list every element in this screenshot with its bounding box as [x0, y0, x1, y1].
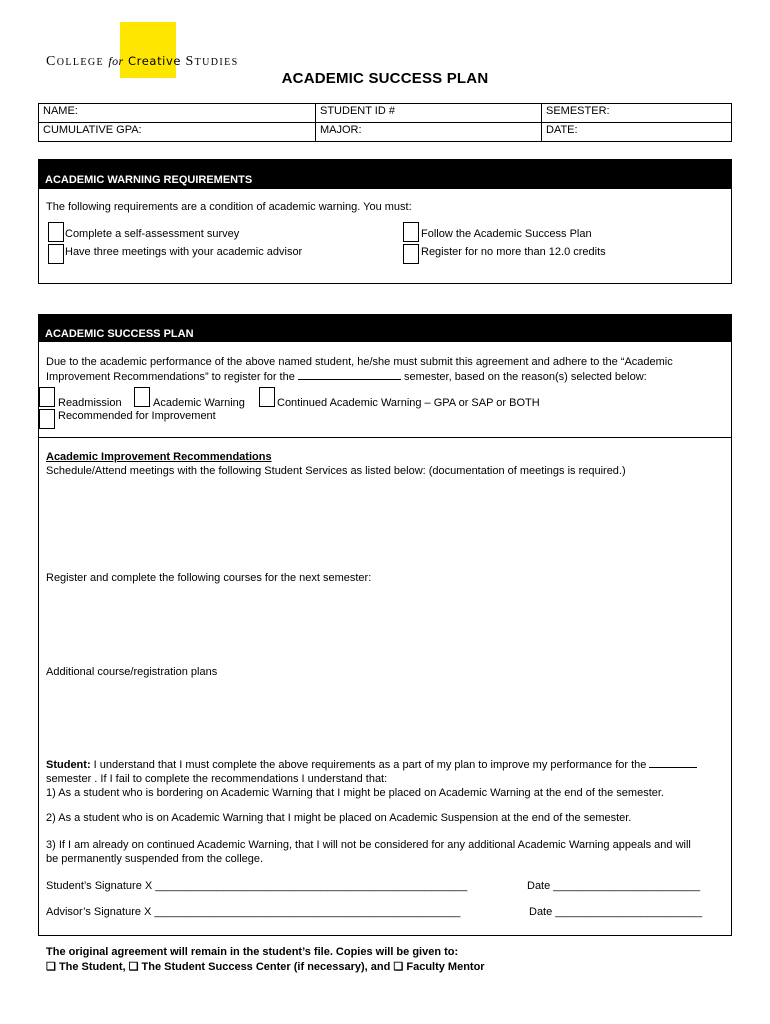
student-info-table	[38, 103, 732, 142]
section-divider	[39, 437, 731, 438]
checkbox-icon: ❏	[128, 961, 139, 973]
academic-warning-heading: ACADEMIC WARNING REQUIREMENTS	[45, 174, 253, 186]
success-paragraph-line1: Due to the academic performance of the above named student, he/she must submit this agreement and adhere to the “Academic	[46, 356, 673, 368]
footer-note: The original agreement will remain in the student’s file. Copies will be given to:	[46, 946, 459, 958]
academic-warning-section	[38, 159, 732, 284]
copy-student: The Student,	[58, 961, 126, 973]
logo-studies-text: Studies	[185, 54, 239, 69]
req-self-assessment: Complete a self-assessment survey	[65, 228, 240, 240]
option-academic-warning: Academic Warning	[153, 397, 245, 409]
checkbox-readmission[interactable]	[39, 387, 55, 407]
recommendations-register: Register and complete the following courses for the next semester:	[46, 572, 372, 584]
success-paragraph-line2-end: semester, based on the reason(s) selected below:	[403, 371, 647, 383]
performance-semester-blank[interactable]	[649, 767, 697, 768]
student-statement-line1	[46, 759, 697, 771]
recommendations-heading: Academic Improvement Recommendations	[46, 451, 272, 463]
logo-for-text: for	[108, 54, 124, 68]
recommendations-schedule: Schedule/Attend meetings with the following Student Services as listed below: (documentation of meetings is required.)	[46, 465, 626, 477]
success-plan-header	[39, 315, 731, 342]
checkbox-icon: ❏	[393, 961, 404, 973]
college-logo	[46, 54, 239, 70]
gpa-field[interactable]: CUMULATIVE GPA:	[39, 123, 316, 142]
success-plan-heading: ACADEMIC SUCCESS PLAN	[45, 328, 194, 340]
academic-success-plan-section	[38, 314, 732, 936]
page-title: ACADEMIC SUCCESS PLAN	[281, 70, 489, 87]
checkbox-self-assessment[interactable]	[48, 222, 64, 242]
req-follow-plan: Follow the Academic Success Plan	[421, 228, 592, 240]
student-id-field[interactable]: STUDENT ID #	[316, 104, 542, 123]
recommendations-additional: Additional course/registration plans	[46, 666, 218, 678]
copy-success-center: The Student Success Center (if necessary), and	[141, 961, 391, 973]
date-field[interactable]: DATE:	[542, 123, 732, 142]
major-field[interactable]: MAJOR:	[316, 123, 542, 142]
warning-intro: The following requirements are a condition of academic warning. You must:	[46, 201, 412, 213]
checkbox-follow-plan[interactable]	[403, 222, 419, 242]
semester-field[interactable]: SEMESTER:	[542, 104, 732, 123]
req-credit-limit: Register for no more than 12.0 credits	[421, 246, 606, 258]
checkbox-credit-limit[interactable]	[403, 244, 419, 264]
student-statement-line2: semester . If I fail to complete the recommendations I understand that:	[46, 773, 388, 785]
logo-college-text: College	[46, 54, 105, 69]
checkbox-continued-warning[interactable]	[259, 387, 275, 407]
logo-creative-text: Creative	[128, 54, 182, 68]
student-label: Student:	[46, 759, 91, 771]
checkbox-three-meetings[interactable]	[48, 244, 64, 264]
checkbox-recommended[interactable]	[39, 409, 55, 429]
consequence-point-1: 1) As a student who is bordering on Academic Warning that I might be placed on Academic Warning at the end of the semester.	[46, 787, 664, 799]
consequence-point-3b: be permanently suspended from the college.	[46, 853, 264, 865]
req-three-meetings: Have three meetings with your academic advisor	[65, 246, 303, 258]
consequence-point-3a: 3) If I am already on continued Academic Warning, that I will not be considered for any additional Academic Warning appeals and will	[46, 839, 691, 851]
option-readmission: Readmission	[58, 397, 122, 409]
option-continued-warning: Continued Academic Warning – GPA or SAP or BOTH	[277, 397, 540, 409]
student-date-line[interactable]: Date ________________________	[527, 880, 701, 892]
student-signature-line[interactable]: Student’s Signature X ___________________________________________________	[46, 880, 468, 892]
academic-warning-header	[39, 160, 731, 189]
checkbox-icon: ❏	[46, 961, 56, 973]
success-paragraph-line2-start: Improvement Recommendations” to register for the	[46, 371, 295, 383]
consequence-point-2: 2) As a student who is on Academic Warning that I might be placed on Academic Suspension at the end of the semester.	[46, 812, 632, 824]
footer-copies	[46, 960, 485, 973]
success-paragraph-line2	[46, 371, 647, 383]
name-field[interactable]: NAME:	[39, 104, 316, 123]
checkbox-academic-warning[interactable]	[134, 387, 150, 407]
student-statement-text: I understand that I must complete the above requirements as a part of my plan to improve my performance for the	[93, 759, 647, 771]
semester-blank[interactable]	[298, 379, 401, 380]
advisor-date-line[interactable]: Date ________________________	[529, 906, 703, 918]
option-recommended: Recommended for Improvement	[58, 410, 216, 422]
advisor-signature-line[interactable]: Advisor’s Signature X __________________________________________________	[46, 906, 461, 918]
copy-faculty-mentor: Faculty Mentor	[406, 961, 485, 973]
